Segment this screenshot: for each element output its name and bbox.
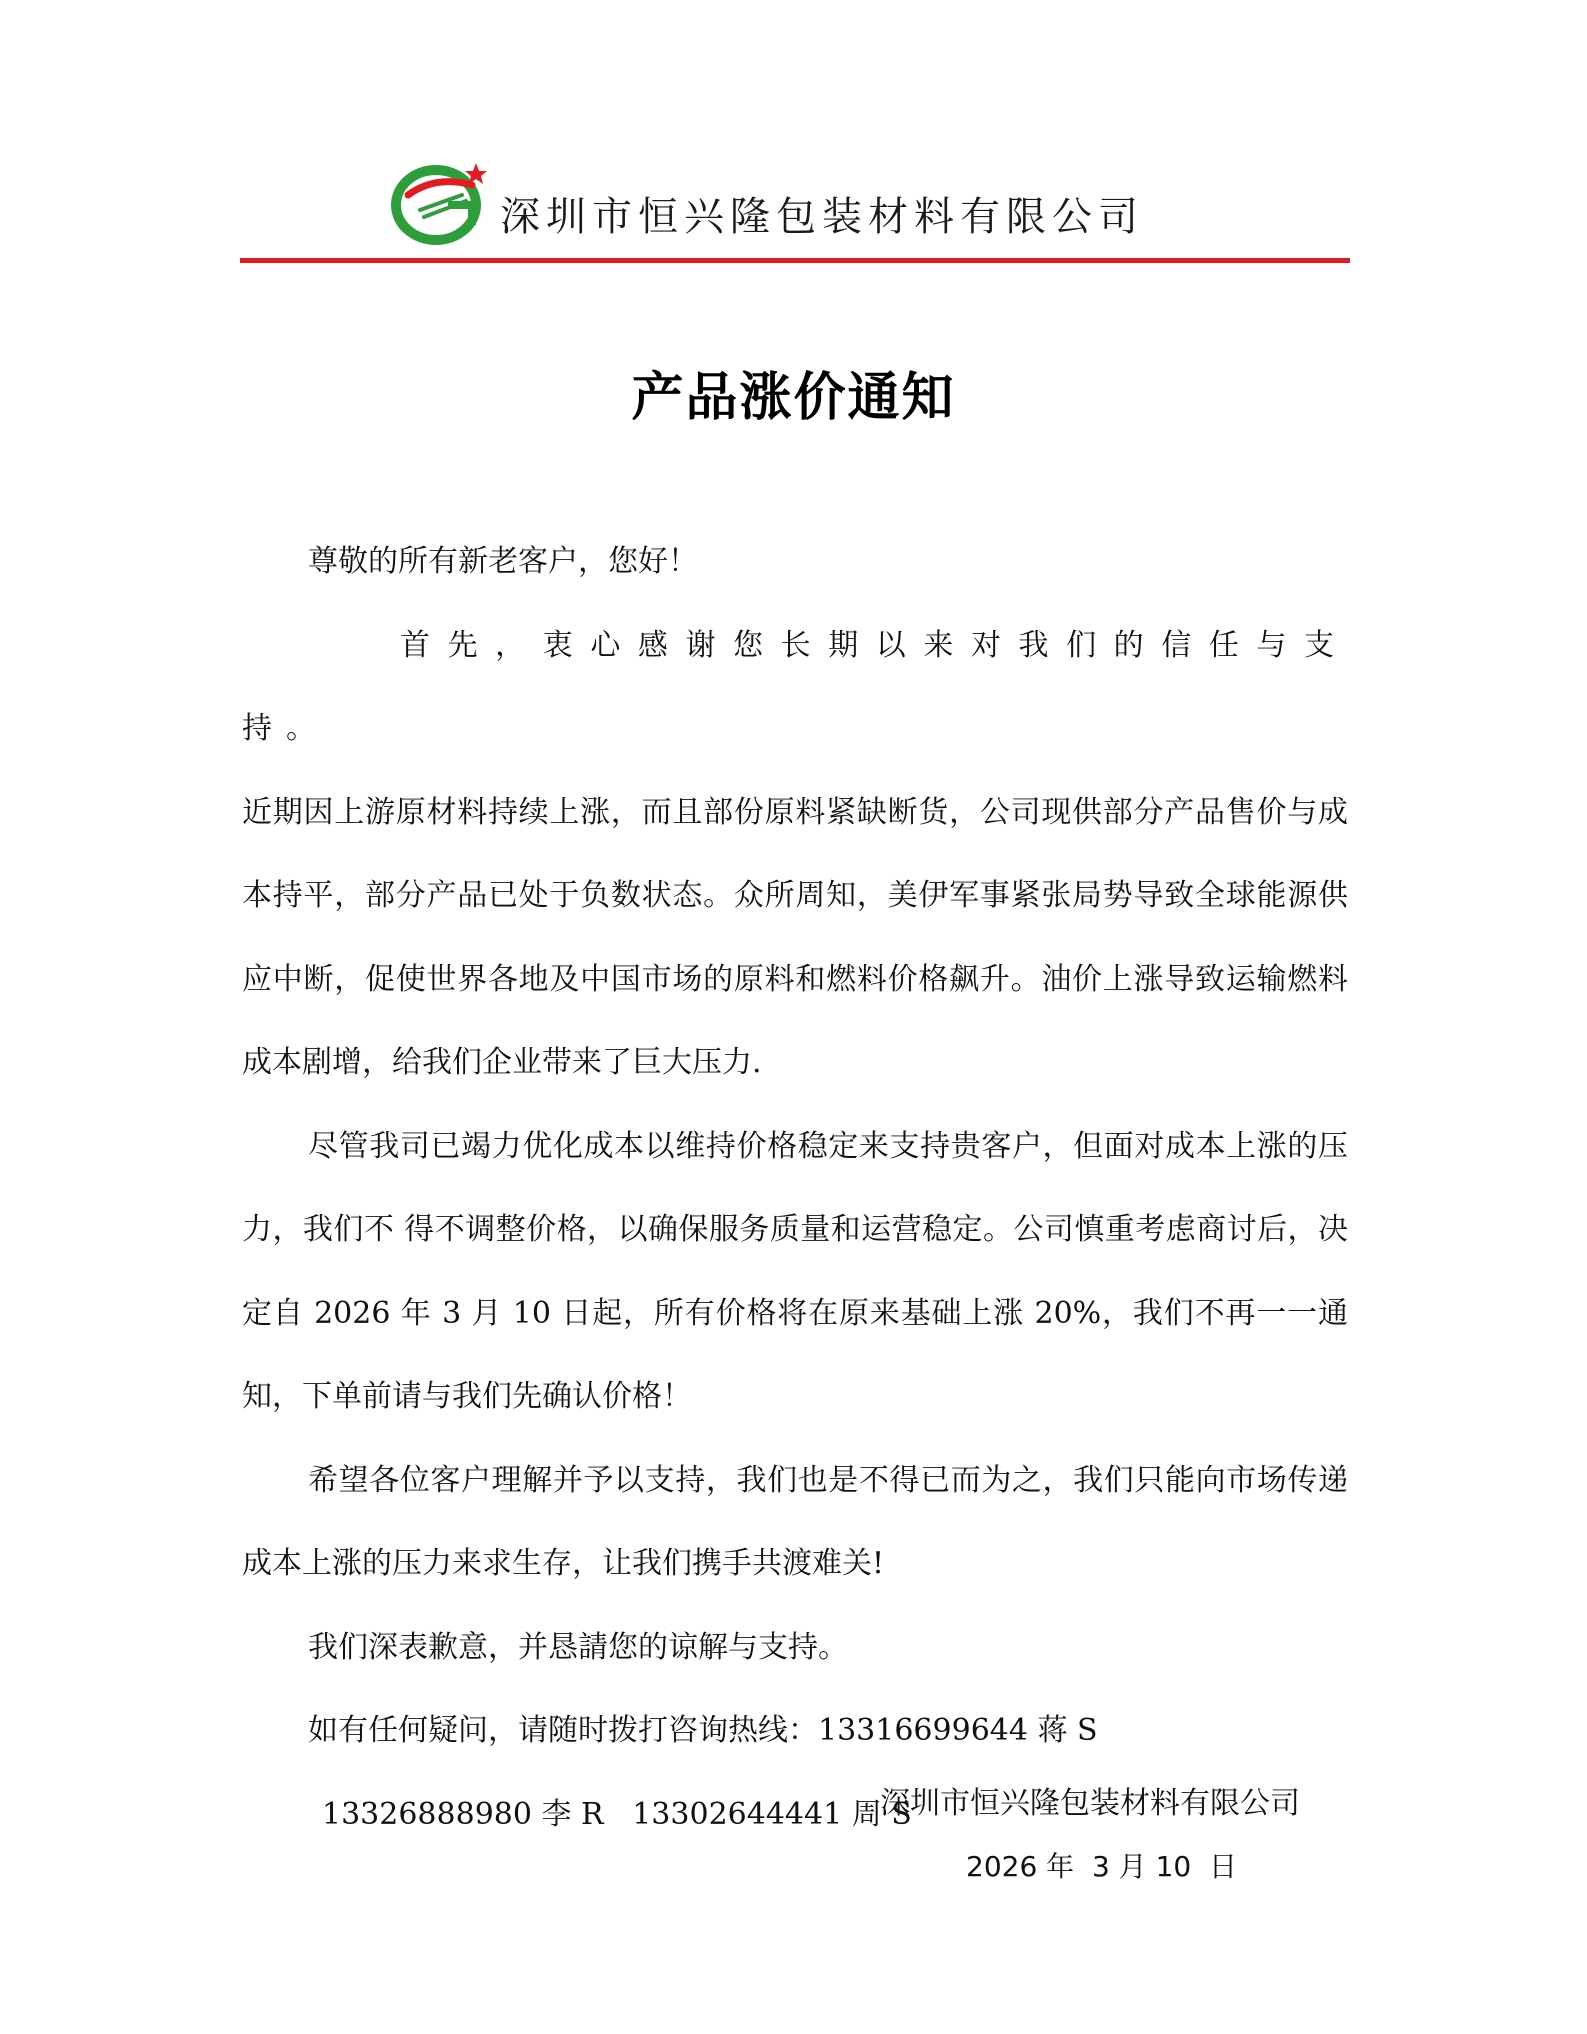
paragraph-1-lead: 首先，衷心感谢您长期以来对我们的信任与支持。 bbox=[242, 627, 1348, 746]
paragraph-1-body: 近期因上游原材料持续上涨，而且部份原料紧缺断货，公司现供部分产品售价与成本持平，部分产品已处于负数状态。众所周知，美伊军事紧张局势导致全球能源供应中断，促使世界各地及中国市场的原料和燃料价格飙升。油价上涨导致运输燃料成本剧增，给我们企业带来了巨大压力. bbox=[242, 794, 1348, 1080]
greeting: 尊敬的所有新老客户，您好！ bbox=[308, 544, 698, 579]
letterhead bbox=[390, 155, 1190, 255]
signature-date: 2026 年 3 月 10 日 bbox=[966, 1850, 1238, 1883]
paragraph-4: 我们深表歉意，并恳請您的谅解与支持。 bbox=[308, 1629, 848, 1665]
paragraph-3: 希望各位客户理解并予以支持，我们也是不得已而为之，我们只能向市场传递成本上涨的压力来求生存，让我们携手共渡难关! bbox=[242, 1462, 1348, 1581]
paragraph-2: 尽管我司已竭力优化成本以维持价格稳定来支持贵客户，但面对成本上涨的压力，我们不 得不调整价格，以确保服务质量和运营稳定。公司慎重考虑商讨后，决定自 2026 年 3 月 10 日起，所有价格将在原来基础上涨 20%，我们不再一一通知，下单前请与我们先确认价格！ bbox=[242, 1128, 1348, 1414]
signature-company: 深圳市恒兴隆包装材料有限公司 bbox=[880, 1786, 1300, 1821]
contact-hotline-continued: 13326888980 李 R 13302644441 周 S bbox=[322, 1796, 912, 1832]
document-title: 产品涨价通知 bbox=[631, 368, 956, 428]
company-logo-icon bbox=[390, 155, 490, 245]
company-name: 深圳市恒兴隆包装材料有限公司 bbox=[500, 194, 1144, 240]
header-divider bbox=[240, 258, 1350, 263]
contact-hotline: 如有任何疑问，请随时拨打咨询热线：13316699644 蒋 S bbox=[308, 1713, 1098, 1748]
letter-body bbox=[242, 520, 1348, 1856]
